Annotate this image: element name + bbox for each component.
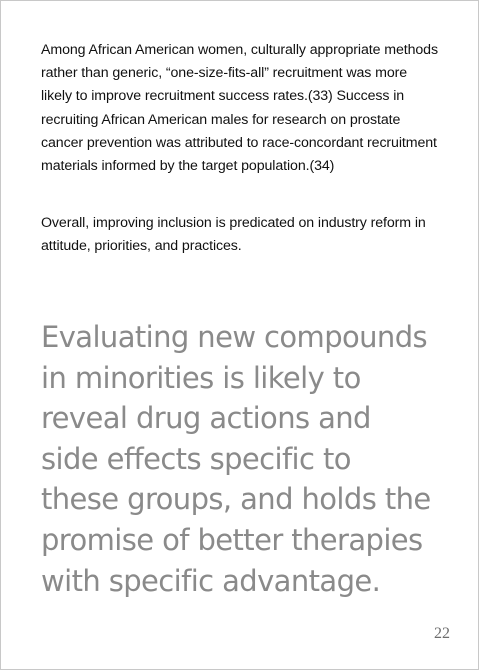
pull-quote-line: Evaluating new compounds: [41, 320, 428, 354]
pull-quote-line: side effects specific to: [41, 441, 351, 476]
body-paragraph-inclusion: Overall, improving inclusion is predicated on industry reform in attitude, priorities, and practices.: [41, 215, 426, 255]
pull-quote-line: with specific advantage.: [41, 563, 381, 598]
body-paragraph-recruitment: Among African American women, culturally appropriate methods rather than generic, “one-size-fits-all” recruitment was more likely to improve recruitment success rates.(33) Success in recruiting African American males for research on prostate cancer prevention was attributed to race-concordant recruitment materials informed by the target population.(34): [41, 42, 438, 175]
pull-quote-line: promise of better therapies: [41, 522, 423, 557]
pull-quote-line: reveal drug actions and: [41, 401, 371, 436]
pull-quote-line: in minorities is likely to: [41, 360, 361, 395]
pull-quote: [41, 317, 461, 601]
page-number: 22: [434, 625, 450, 642]
pull-quote-line: these groups, and holds the: [41, 482, 431, 517]
